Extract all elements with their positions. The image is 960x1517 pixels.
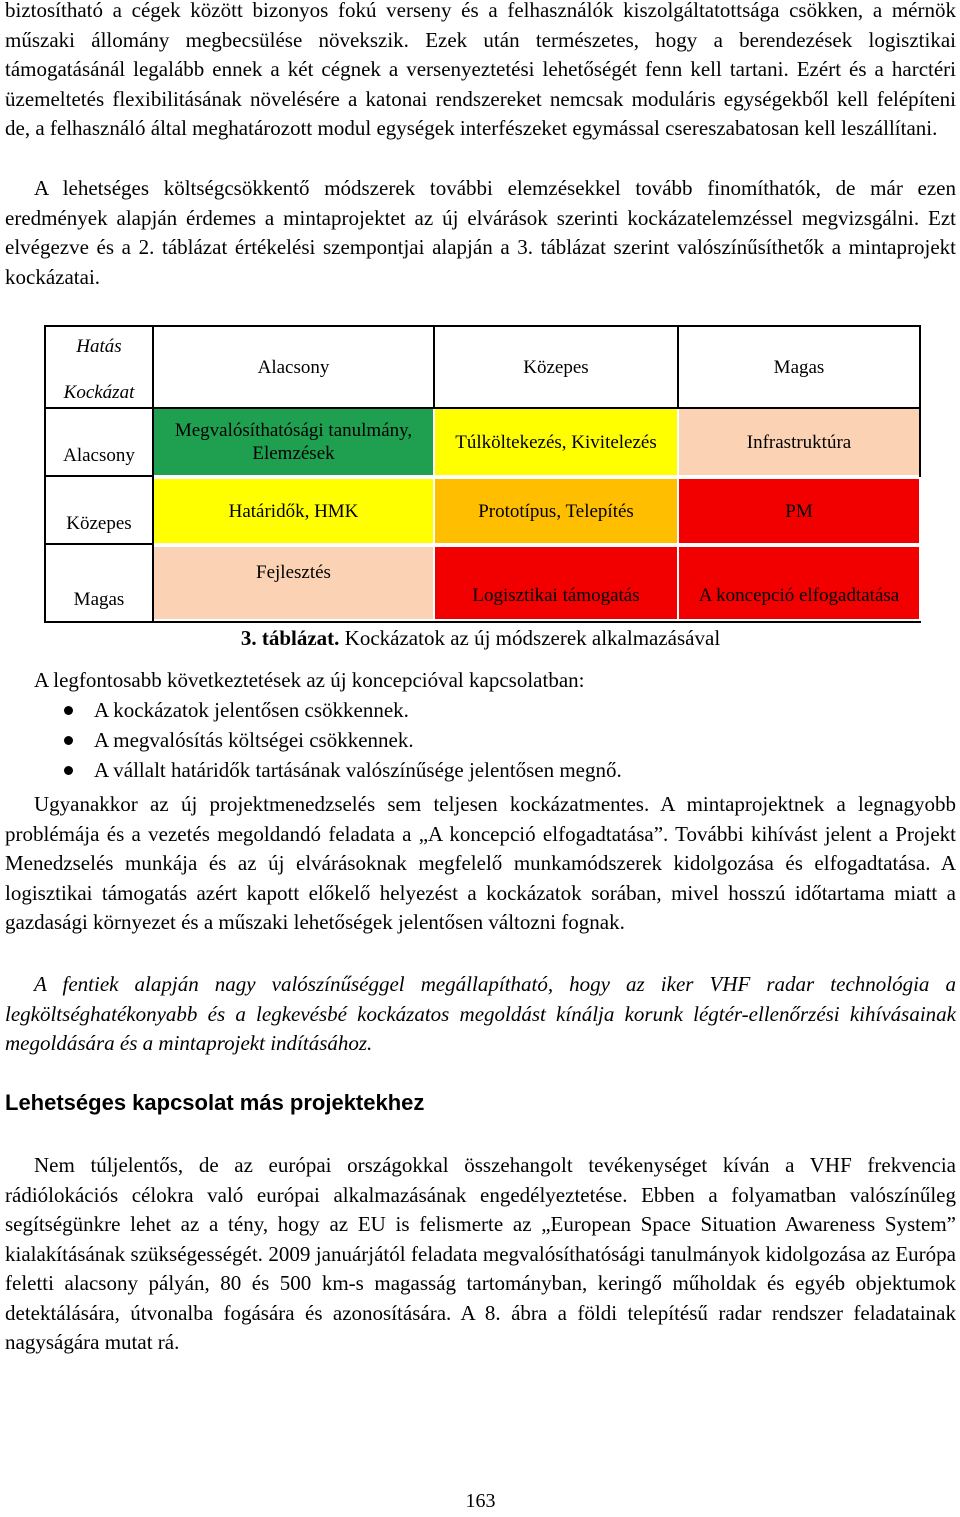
row-header-high [44,543,154,623]
matrix-cell-medium-medium-text: Prototípus, Telepítés [478,500,634,522]
table-caption-number: 3. táblázat. [240,626,340,650]
paragraph-3: Ugyanakkor az új projektmenedzselés sem teljesen kockázatmentes. A mintaprojektnek a legnagyobb problémája és a vezetés megoldandó feladata a „A koncepció elfogadtatása”. További kihívást jelent a Projekt Menedzselés munkája és az új elvárásoknak megfelelő munkamódszerek kidolgozása és elfogadtatása. A logisztikai támogatás azért kapott előkelő helyezést a kockázatok sorában, mivel hosszú időtartama miatt a gazdasági környezet és a műszaki lehetőségek jelentősen változni fognak. [5,792,956,934]
list-item [5,755,956,785]
table-corner-cell [44,325,154,409]
column-header-medium: Közepes [433,325,679,409]
risk-matrix-table [44,325,921,623]
matrix-cell-medium-high-text: PM [785,500,813,522]
matrix-cell-medium-medium [435,479,677,543]
matrix-cell-high-low [154,547,433,619]
list-item-text: A megvalósítás költségei csökkennek. [94,728,414,752]
table-caption-text: Kockázatok az új módszerek alkalmazásával [339,626,721,650]
section-heading: Lehetséges kapcsolat más projektekhez [5,1090,425,1115]
corner-impact-label: Hatás [76,336,122,357]
bullet-icon [64,766,73,775]
row-header-low-label: Alacsony [63,445,135,466]
matrix-cell-low-low [154,409,433,475]
matrix-cell-medium-low-text: Határidők, HMK [228,500,359,522]
matrix-border-right [919,325,921,477]
matrix-cell-high-medium-text: Logisztikai támogatás [472,585,640,606]
paragraph-2: A lehetséges költségcsökkentő módszerek további elemzésekkel tovább finomíthatók, de már ezen eredmények alapján érdemes a mintaprojektet az új elvárások szerinti kockázatelemzéssel megvizsgálni. Ezt elvégezve és a 2. táblázat értékelési szempontjai alapján a 3. táblázat szerint valószínűsíthetők a mintaprojekt kockázatai. [5,176,956,289]
table-caption [5,624,956,653]
paragraph-4-conclusion: A fentiek alapján nagy valószínűséggel megállapítható, hogy az iker VHF radar technológia a legköltséghatékonyabb és a legkevésbé kockázatos megoldást kínálja korunk légtér-ellenőrzési kihívásainak megoldására és a mintaprojekt indításához. [5,972,956,1055]
conclusions-intro: A legfontosabb következtetések az új koncepcióval kapcsolatban: [34,668,585,692]
row-header-medium-label: Közepes [66,513,132,534]
matrix-cell-high-low-text: Fejlesztés [256,562,331,583]
page-number: 163 [465,1490,496,1512]
matrix-cell-low-low-text: Megvalósíthatósági tanulmány, Elemzések [174,420,413,464]
matrix-cell-low-high-text: Infrastruktúra [746,431,852,453]
matrix-border-bottom [44,621,921,623]
row-header-high-label: Magas [73,589,125,610]
matrix-cell-low-medium [435,409,677,475]
list-item [5,695,956,725]
matrix-cell-medium-high [679,479,919,543]
bullet-icon [64,736,73,745]
list-item-text: A vállalt határidők tartásának valószínűsége jelentősen megnő. [94,758,622,782]
matrix-cell-high-medium [435,547,677,619]
conclusions-list [5,695,956,785]
row-header-low [44,407,154,477]
matrix-cell-medium-low [154,479,433,543]
matrix-cell-low-medium-text: Túlköltekezés, Kivitelezés [455,431,657,453]
row-header-medium [44,475,154,545]
column-header-high: Magas [677,325,921,409]
paragraph-1: biztosítható a cégek között bizonyos fokú verseny és a felhasználók kiszolgáltatottsága csökken, a mérnök műszaki állomány megbecsülése növekszik. Ezek után természetes, hogy a berendezések logisztikai támogatásánál legalább ennek a két cégnek a versenyeztetési lehetőségét fenn kell tartani. Ezért és a harctéri üzemeltetés flexibilitásának növelésére a katonai rendszereket nemcsak moduláris egységekből kell felépíteni de, a felhasználó által meghatározott modul egységek interfészeket egymással csereszabatosan kell leszállítani. [5,0,956,140]
conclusions-block [5,665,956,785]
list-item [5,725,956,755]
bullet-icon [64,706,73,715]
paragraph-5: Nem túljelentős, de az európai országokkal összehangolt tevékenységet kíván a VHF frekvencia rádiólokációs célokra való európai alkalmazásának engedélyeztetése. Ebben a folyamatban valószínűleg segítségünkre lehet az a tény, hogy az EU is felismerte az „European Space Situation Awareness System” kialakításának szükségességét. 2009 januárjától feladata megvalósíthatósági tanulmányok kidolgozása az Európa feletti alacsony pályán, 80 és 500 km-s magasság tartományban, keringő műholdak és egyéb objektumok detektálására, útvonalba fogására és azonosítására. A 8. ábra a földi telepítésű radar rendszer feladatainak nagyságára mutat rá. [5,1153,956,1354]
list-item-text: A kockázatok jelentősen csökkennek. [94,698,409,722]
matrix-cell-high-high [679,547,919,619]
column-header-low: Alacsony [152,325,435,409]
matrix-cell-high-high-text: A koncepció elfogadtatása [698,585,900,606]
corner-risk-label: Kockázat [63,382,135,403]
matrix-cell-low-high [679,409,919,475]
